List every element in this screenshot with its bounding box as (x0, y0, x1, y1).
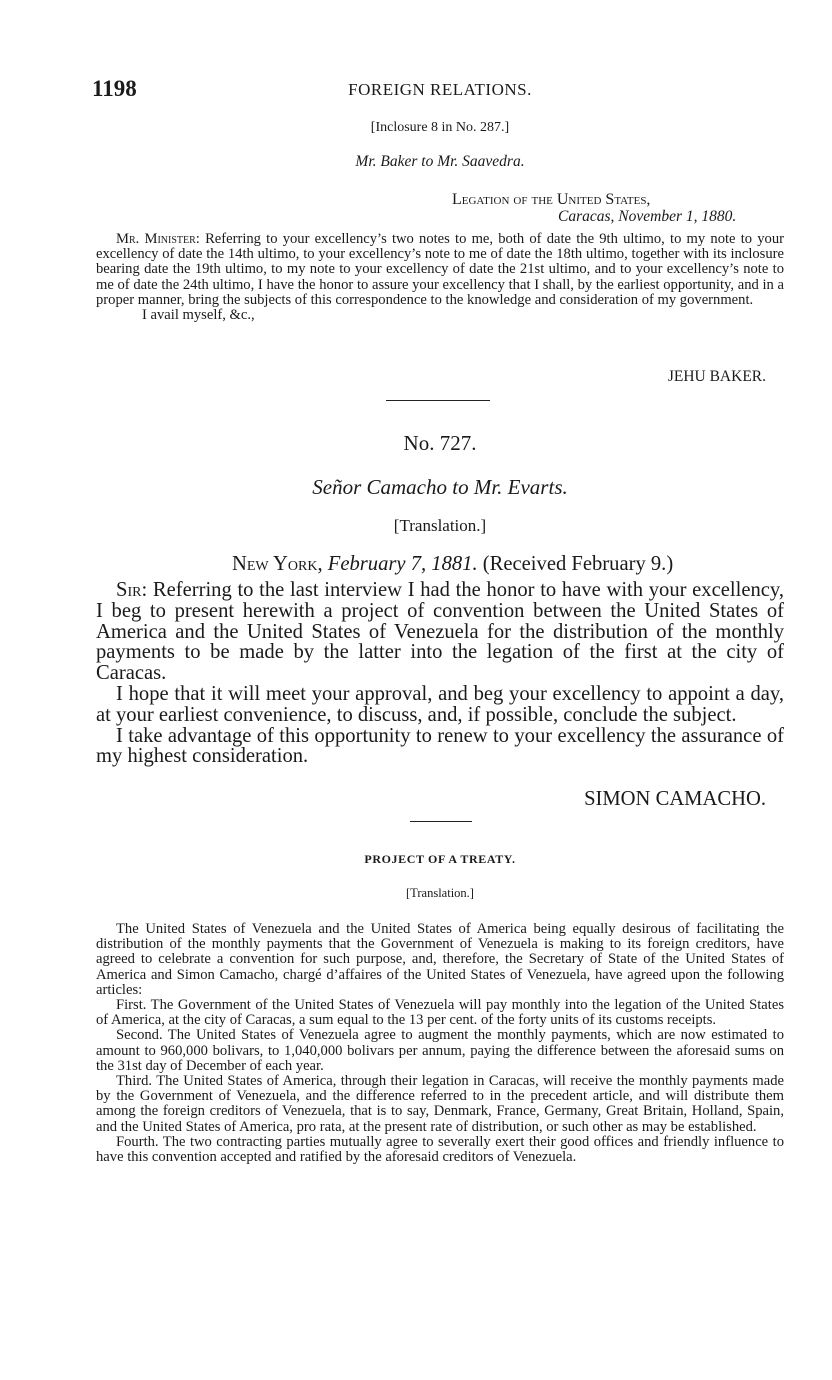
letter2-heading: Señor Camacho to Mr. Evarts. (312, 475, 568, 499)
inclosure-note: [Inclosure 8 in No. 287.] (370, 120, 510, 135)
letter1-body: Referring to your excellency’s two notes to me, both of date the 9th ultimo, to my note to your excellency of date the 14th ultimo, to your excellency’s note to me of date the 18th ultimo, together with its inclosure bearing date the 19th ultimo, to my note to your excellency of date the 21st ultimo, and to your excellency’s note to me of date the 24th ultimo, I have the honor to assure your excellency that I shall, by the earliest opportunity, and in a proper manner, bring the subjects of this correspondence to the knowledge and consideration of my government. (96, 231, 784, 308)
running-title: FOREIGN RELATIONS. (348, 80, 532, 99)
letter1-salutation: Mr. Minister: (116, 231, 200, 247)
treaty-body (96, 922, 784, 1165)
treaty-article-first: First. The Government of the United States of Venezuela will pay monthly into the legation of the United States of America, at the city of Caracas, a sum equal to the 13 per cent. of the forty units of its customs receipts. (96, 997, 784, 1029)
treaty-preamble: The United States of Venezuela and the United States of America being equally desirous of facilitating the distribution of the monthly payments that the Government of Venezuela is making to its foreign creditors, have agreed to celebrate a convention for such purpose, and, therefore, the Secretary of State of the United States of America and Simon Camacho, chargé d’affaires of the United States of Venezuela, have agreed upon the following articles: (96, 921, 784, 998)
letter2-place: New York, (232, 553, 323, 575)
letter2-paragraph-1: Referring to the last interview I had the honor to have with your excellency, I beg to present herewith a project of convention between the United States of America and the United States of Venezuela for the distribution of the monthly payments to be made by the latter into the legation of the first at the city of Caracas. (96, 579, 785, 685)
letter1-place: Legation of the United States, (452, 191, 651, 208)
letter1-date: Caracas, November 1, 1880. (558, 208, 737, 225)
section-divider (386, 400, 490, 401)
letter1-heading: Mr. Baker to Mr. Saavedra. (355, 153, 525, 170)
letter2-date: February 7, 1881. (327, 553, 478, 575)
letter2-body-block (96, 580, 784, 767)
letter2-number: No. 727. (403, 431, 477, 455)
letter2-translation-note: [Translation.] (393, 516, 487, 535)
treaty-translation-note: [Translation.] (406, 886, 474, 900)
section-divider-2 (410, 821, 472, 822)
letter1-body-block (96, 232, 784, 323)
page-number: 1198 (92, 76, 137, 101)
letter1-signature: JEHU BAKER. (667, 368, 766, 385)
treaty-title: PROJECT OF A TREATY. (364, 852, 516, 866)
letter2-paragraph-3: I take advantage of this opportunity to renew to your excellency the assurance of my highest consideration. (96, 724, 784, 768)
letter1-closing: I avail myself, &c., (142, 307, 255, 324)
letter2-dateline (232, 553, 673, 576)
letter2-salutation: Sir: (116, 579, 148, 601)
letter2-received: (Received February 9.) (482, 553, 674, 575)
treaty-article-fourth: Fourth. The two contracting parties mutually agree to severally exert their good offices and friendly influence to have this convention accepted and ratified by the aforesaid creditors of Venezuela. (96, 1133, 784, 1166)
letter2-paragraph-2: I hope that it will meet your approval, and beg your excellency to appoint a day, at your earliest convenience, to discuss, and, if possible, conclude the subject. (96, 682, 784, 726)
treaty-article-second: Second. The United States of Venezuela agree to augment the monthly payments, which are now estimated to amount to 960,000 bolivars, to 1,040,000 bolivars per annum, paying the difference between the aforesaid sums on the 31st day of December of each year. (96, 1027, 784, 1074)
treaty-article-third: Third. The United States of America, through their legation in Caracas, will receive the monthly payments made by the Government of Venezuela, and the difference referred to in the precedent article, and will distribute them among the foreign creditors of Venezuela, that is to say, Denmark, France, Germany, Great Britain, Holland, Spain, and the United States of America, pro rata, at the present rate of distribution, or such other as may be established. (96, 1073, 784, 1135)
letter2-signature: SIMON CAMACHO. (584, 788, 766, 810)
